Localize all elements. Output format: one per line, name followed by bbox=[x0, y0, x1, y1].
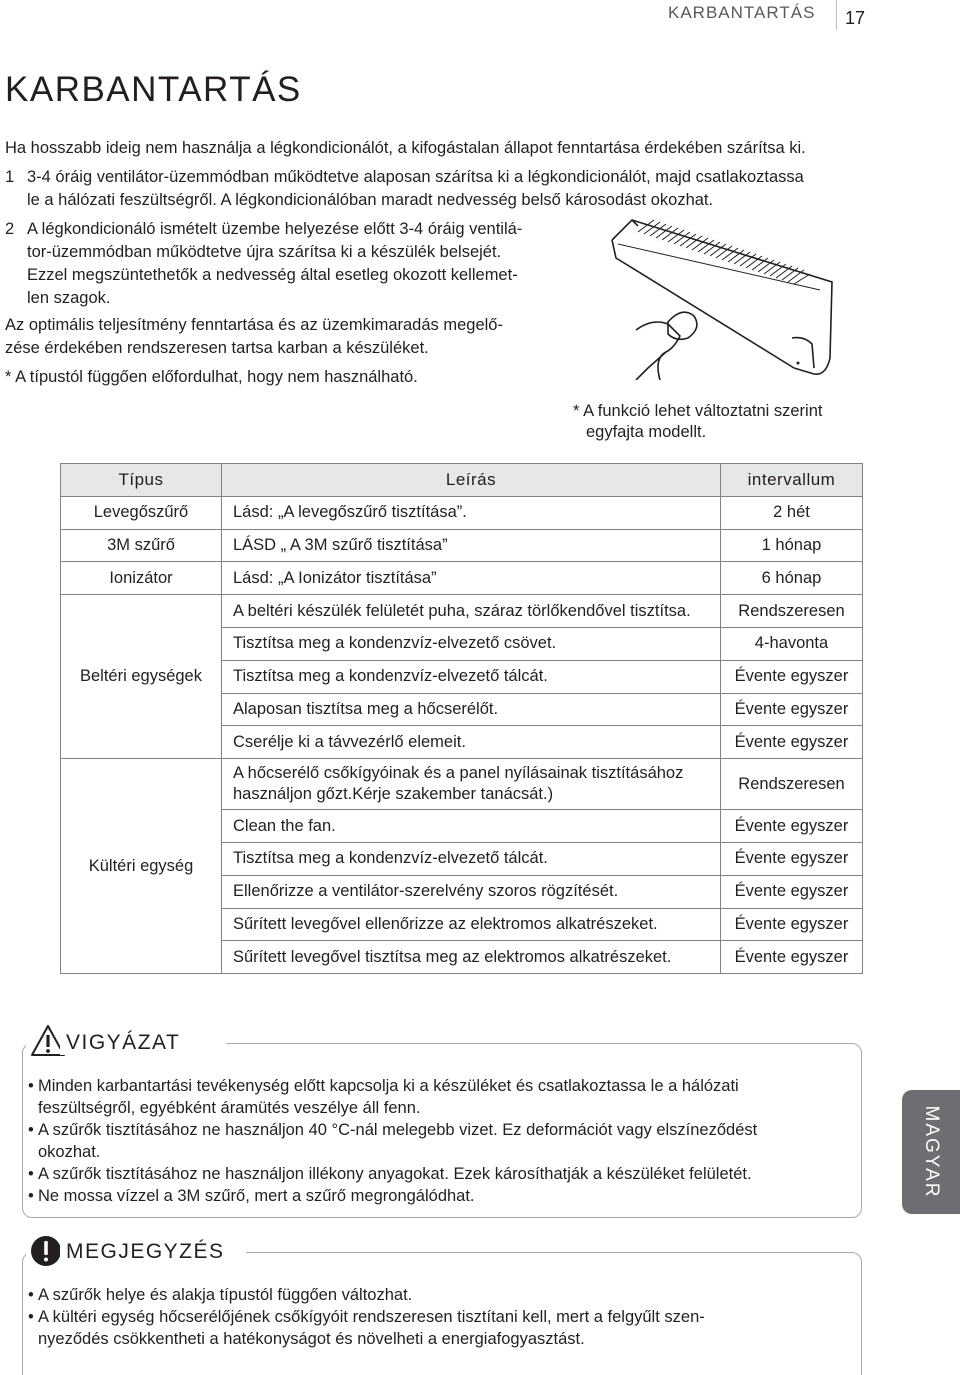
caption-line: * A funkció lehet változtatni szerint bbox=[573, 402, 823, 420]
column-header-interval: intervallum bbox=[721, 464, 863, 497]
list-line: Ne mossa vízzel a 3M szűrő, mert a szűrő megrongálódhat. bbox=[38, 1187, 475, 1205]
cell-type-outdoor: Kültéri egység bbox=[61, 759, 222, 974]
cell-line: használjon gőzt.Kérje szakember tanácsát.) bbox=[233, 785, 554, 804]
step-line: Ezzel megszüntethetők a nedvesség által esetleg okozott kellemet- bbox=[27, 266, 518, 284]
running-header-section: KARBANTARTÁS bbox=[668, 3, 816, 22]
cell-interval: 2 hét bbox=[721, 496, 863, 529]
model-note: * A típustól függően előfordulhat, hogy nem használható. bbox=[5, 368, 418, 386]
step-1 bbox=[5, 166, 905, 212]
table-row bbox=[61, 595, 863, 628]
cell-interval: Rendszeresen bbox=[721, 759, 863, 810]
step-line: 3-4 óráig ventilátor-üzemmódban működtetve alaposan szárítsa ki a légkondicionálót, majd csatlakoztassa bbox=[27, 168, 804, 186]
table-row bbox=[61, 529, 863, 562]
cell-interval: Évente egyszer bbox=[721, 875, 863, 908]
column-header-type: Típus bbox=[61, 464, 222, 497]
note-title-bg bbox=[26, 1233, 246, 1273]
table-header-row bbox=[61, 464, 863, 497]
indoor-unit-cleaning-illustration bbox=[608, 218, 834, 380]
note-list bbox=[28, 1284, 868, 1350]
list-item: • A kültéri egység hőcserélőjének csőkígyóit rendszeresen tisztítani kell, mert a felgyűlt szen- nyeződés csökkentheti a hatékonyságot és növelheti a energiafogyasztást. bbox=[28, 1308, 705, 1348]
list-item: • Ne mossa vízzel a 3M szűrő, mert a szűrő megrongálódhat. bbox=[28, 1187, 475, 1205]
cell-interval: Évente egyszer bbox=[721, 660, 863, 693]
cell-description: Sűrített levegővel tisztítsa meg az elektromos alkatrészeket. bbox=[222, 941, 721, 974]
cell-interval: Rendszeresen bbox=[721, 595, 863, 628]
cell-interval: 6 hónap bbox=[721, 562, 863, 595]
caution-list bbox=[28, 1075, 868, 1207]
list-line: A szűrők tisztításához ne használjon illékony anyagokat. Ezek károsíthatják a készüléket felületét. bbox=[38, 1165, 752, 1183]
list-line: feszültségről, egyébként áramütés veszélye áll fenn. bbox=[38, 1099, 421, 1117]
cell-description: Tisztítsa meg a kondenzvíz-elvezető csövet. bbox=[222, 627, 721, 660]
list-line: nyeződés csökkentheti a hatékonyságot és növelheti a energiafogyasztást. bbox=[38, 1330, 585, 1348]
step-2 bbox=[5, 218, 585, 310]
cell-description: Lásd: „A Ionizátor tisztítása” bbox=[222, 562, 721, 595]
intro-text: Ha hosszabb ideig nem használja a légkondicionálót, a kifogástalan állapot fenntartása érdekében szárítsa ki. bbox=[5, 139, 806, 157]
page-number: 17 bbox=[845, 8, 866, 28]
cell-type: Ionizátor bbox=[61, 562, 222, 595]
cell-description: Tisztítsa meg a kondenzvíz-elvezető tálcát. bbox=[222, 842, 721, 875]
cell-description-multiline bbox=[222, 759, 721, 810]
language-side-tab bbox=[902, 1090, 960, 1214]
cell-description: A beltéri készülék felületét puha, száraz törlőkendővel tisztítsa. bbox=[222, 595, 721, 628]
cell-description: LÁSD „ A 3M szűrő tisztítása” bbox=[222, 529, 721, 562]
cell-description: Alaposan tisztítsa meg a hőcserélőt. bbox=[222, 693, 721, 726]
side-tab-label: MAGYAR bbox=[921, 1105, 942, 1199]
column-header-description: Leírás bbox=[222, 464, 721, 497]
paragraph-line: Az optimális teljesítmény fenntartása és az üzemkimaradás megelő- bbox=[5, 316, 503, 334]
caution-title-bg bbox=[26, 1024, 226, 1064]
page-title: KARBANTARTÁS bbox=[5, 70, 302, 109]
list-line: Minden karbantartási tevékenység előtt kapcsolja ki a készüléket és csatlakoztassa le a hálózati bbox=[38, 1077, 739, 1095]
note-title: MEGJEGYZÉS bbox=[60, 1240, 231, 1264]
cell-description: Sűrített levegővel ellenőrizze az elektromos alkatrészeket. bbox=[222, 908, 721, 941]
list-item: • A szűrők tisztításához ne használjon illékony anyagokat. Ezek károsíthatják a készüléket felületét. bbox=[28, 1165, 752, 1183]
cell-interval: 4-havonta bbox=[721, 627, 863, 660]
cell-interval: Évente egyszer bbox=[721, 941, 863, 974]
list-item: • Minden karbantartási tevékenység előtt kapcsolja ki a készüléket és csatlakoztassa le a hálózati feszültségről, egyébként áramütés veszélye áll fenn. bbox=[28, 1077, 739, 1117]
list-line: A kültéri egység hőcserélőjének csőkígyóit rendszeresen tisztítani kell, mert a felgyűlt szen- bbox=[38, 1308, 705, 1326]
cell-interval: Évente egyszer bbox=[721, 908, 863, 941]
cell-type: Levegőszűrő bbox=[61, 496, 222, 529]
list-line: okozhat. bbox=[38, 1143, 101, 1161]
cell-description: Ellenőrizze a ventilátor-szerelvény szoros rögzítését. bbox=[222, 875, 721, 908]
cell-description: Tisztítsa meg a kondenzvíz-elvezető tálcát. bbox=[222, 660, 721, 693]
table-row bbox=[61, 496, 863, 529]
step-number: 2 bbox=[5, 220, 15, 238]
cell-type: 3M szűrő bbox=[61, 529, 222, 562]
step-number: 1 bbox=[5, 168, 15, 186]
cell-interval: Évente egyszer bbox=[721, 693, 863, 726]
list-line: A szűrők helye és alakja típustól függően változhat. bbox=[38, 1286, 413, 1304]
caption-line: egyfajta modellt. bbox=[586, 423, 707, 441]
list-item: • A szűrők helye és alakja típustól függően változhat. bbox=[28, 1286, 413, 1304]
exclamation-circle-icon bbox=[30, 1235, 62, 1267]
table-row bbox=[61, 759, 863, 810]
cell-interval: 1 hónap bbox=[721, 529, 863, 562]
cell-line: A hőcserélő csőkígyóinak és a panel nyílásainak tisztításához bbox=[233, 764, 684, 783]
step-line: tor-üzemmódban működtetve újra szárítsa ki a készülék belsejét. bbox=[27, 243, 502, 261]
cell-interval: Évente egyszer bbox=[721, 726, 863, 759]
step-line: len szagok. bbox=[27, 289, 111, 307]
paragraph-line: zése érdekében rendszeresen tartsa karban a készüléket. bbox=[5, 339, 429, 357]
caution-title: VIGYÁZAT bbox=[60, 1031, 186, 1055]
cell-type-indoor: Beltéri egységek bbox=[61, 595, 222, 759]
cell-interval: Évente egyszer bbox=[721, 842, 863, 875]
list-line: A szűrők tisztításához ne használjon 40 °C-nál melegebb vizet. Ez deformációt vagy elszíneződést bbox=[38, 1121, 758, 1139]
maintenance-table bbox=[60, 463, 863, 974]
table-row bbox=[61, 562, 863, 595]
step-line: A légkondicionáló ismételt üzembe helyezése előtt 3-4 óráig ventilá- bbox=[27, 220, 523, 238]
cell-interval: Évente egyszer bbox=[721, 810, 863, 843]
optimal-paragraph bbox=[5, 314, 585, 360]
step-line: le a hálózati feszültségről. A légkondicionálóban maradt nedvesség belső károsodást okozhat. bbox=[27, 191, 714, 209]
cell-description: Cserélje ki a távvezérlő elemeit. bbox=[222, 726, 721, 759]
header-divider bbox=[836, 0, 837, 30]
cell-description: Clean the fan. bbox=[222, 810, 721, 843]
illustration-caption bbox=[573, 401, 873, 443]
list-item: • A szűrők tisztításához ne használjon 40 °C-nál melegebb vizet. Ez deformációt vagy elszíneződést okozhat. bbox=[28, 1121, 758, 1161]
cell-description: Lásd: „A levegőszűrő tisztítása”. bbox=[222, 496, 721, 529]
